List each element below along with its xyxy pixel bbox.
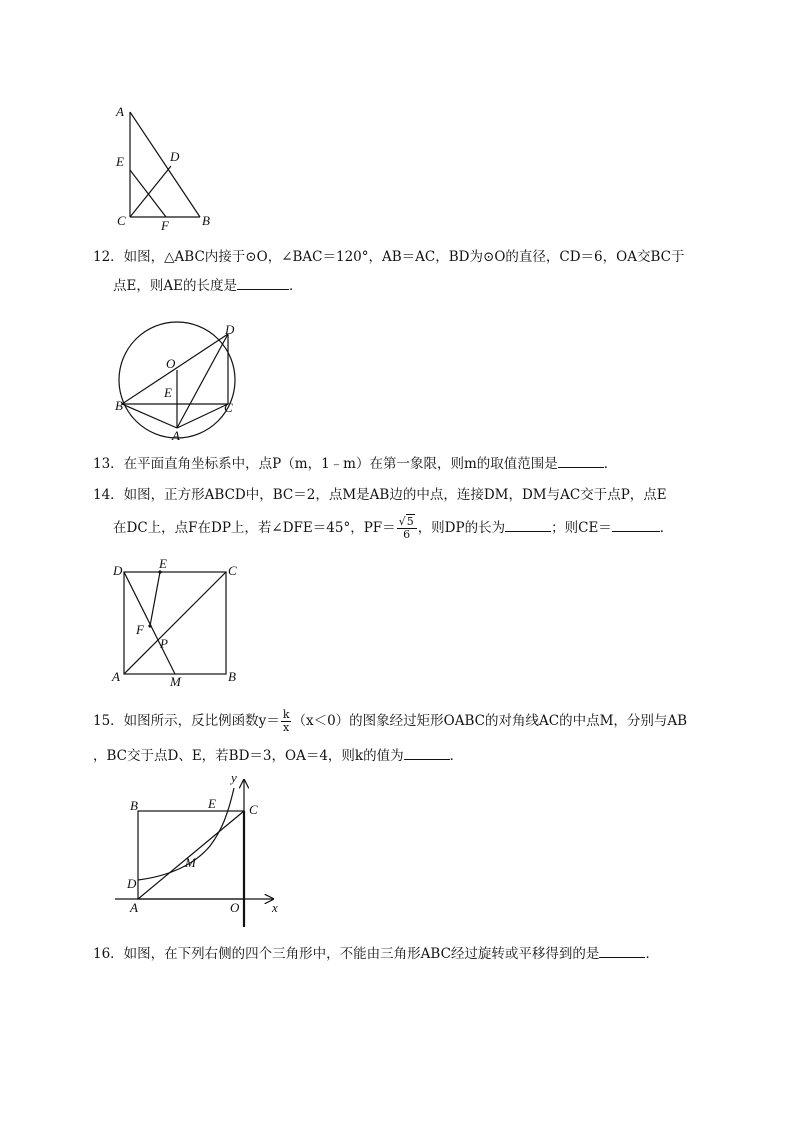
q15-text-b: （x＜0）的图象经过矩形OABC的对角线AC的中点M，分别与AB <box>292 713 688 729</box>
label-D: D <box>127 876 137 891</box>
label-F: F <box>161 218 169 233</box>
label-B: B <box>202 213 210 228</box>
answer-blank-2[interactable] <box>612 518 660 532</box>
frac-numerator: k <box>282 708 290 721</box>
figure-q15 <box>110 772 285 932</box>
label-C: C <box>224 400 233 415</box>
q16-line <box>93 944 659 964</box>
answer-blank[interactable] <box>404 746 450 760</box>
q14-end: ． <box>659 520 674 536</box>
label-M: M <box>170 674 181 689</box>
label-x: x <box>272 900 278 915</box>
label-E: E <box>116 154 124 169</box>
label-D: D <box>170 149 180 164</box>
q15-end: ． <box>449 748 464 764</box>
q13-line <box>93 454 617 474</box>
fraction-sqrt5-over-6: $\frac{√5}{6}$ <box>397 516 417 541</box>
label-C: C <box>249 802 258 817</box>
figure-q11 <box>110 100 220 235</box>
figure-q14 <box>108 558 248 688</box>
q15-text-a: 15．如图所示，反比例函数y＝ <box>93 713 280 729</box>
answer-blank-1[interactable] <box>505 518 551 532</box>
answer-blank[interactable] <box>599 944 645 958</box>
label-O: O <box>166 356 176 371</box>
fraction-k-over-x <box>281 709 292 734</box>
figure-q12 <box>110 320 250 445</box>
q13-end: ． <box>603 456 618 472</box>
label-A: A <box>112 669 120 684</box>
q15-line2 <box>93 746 463 766</box>
frac-denominator: x <box>283 721 290 734</box>
label-F: F <box>136 622 144 637</box>
label-M: M <box>185 855 196 870</box>
q14-text-b: ，则DP的长为 <box>417 520 506 536</box>
q14-line2 <box>113 515 673 541</box>
label-B: B <box>115 398 123 413</box>
label-E: E <box>208 796 216 811</box>
label-D: D <box>225 322 235 337</box>
label-E: E <box>159 556 167 571</box>
label-A: A <box>172 428 180 443</box>
label-A: A <box>116 104 124 119</box>
label-B: B <box>130 798 138 813</box>
q14-line1: 14．如图，正方形ABCD中，BC＝2，点M是AB边的中点，连接DM，DM与AC交于点P，点E <box>93 487 667 503</box>
label-C: C <box>117 213 126 228</box>
label-P: P <box>160 636 168 651</box>
q14-text-a: 在DC上，点F在DP上，若∠DFE＝45°，PF＝ <box>113 520 396 536</box>
q15-line1 <box>93 708 687 734</box>
q16-end: ． <box>645 946 659 962</box>
label-D: D <box>113 563 123 578</box>
answer-blank[interactable] <box>558 454 604 468</box>
q16-text: 16．如图，在下列右侧的四个三角形中，不能由三角形ABC经过旋转或平移得到的是 <box>93 946 600 962</box>
label-y: y <box>231 770 237 785</box>
q12-end: ． <box>288 278 303 294</box>
frac-numerator: 5 <box>406 515 414 528</box>
label-O: O <box>230 900 240 915</box>
frac-denominator: 6 <box>403 528 411 541</box>
answer-blank[interactable] <box>237 276 289 290</box>
q14-text-c: ；则CE＝ <box>551 520 612 536</box>
q15-text: ，BC交于点D、E，若BD＝3，OA＝4，则k的值为 <box>93 748 404 764</box>
q12-line1: 12．如图，△ABC内接于⊙O，∠BAC＝120°，AB＝AC，BD为⊙O的直径，CD＝6，OA交BC于 <box>93 249 685 265</box>
label-B: B <box>228 669 236 684</box>
q12-text: 点E，则AE的长度是 <box>113 278 237 294</box>
label-C: C <box>228 563 237 578</box>
label-E: E <box>164 385 172 400</box>
q13-text: 13．在平面直角坐标系中，点P（m，1﹣m）在第一象限，则m的取值范围是 <box>93 456 558 472</box>
label-A: A <box>130 900 138 915</box>
q12-line2 <box>113 276 302 296</box>
